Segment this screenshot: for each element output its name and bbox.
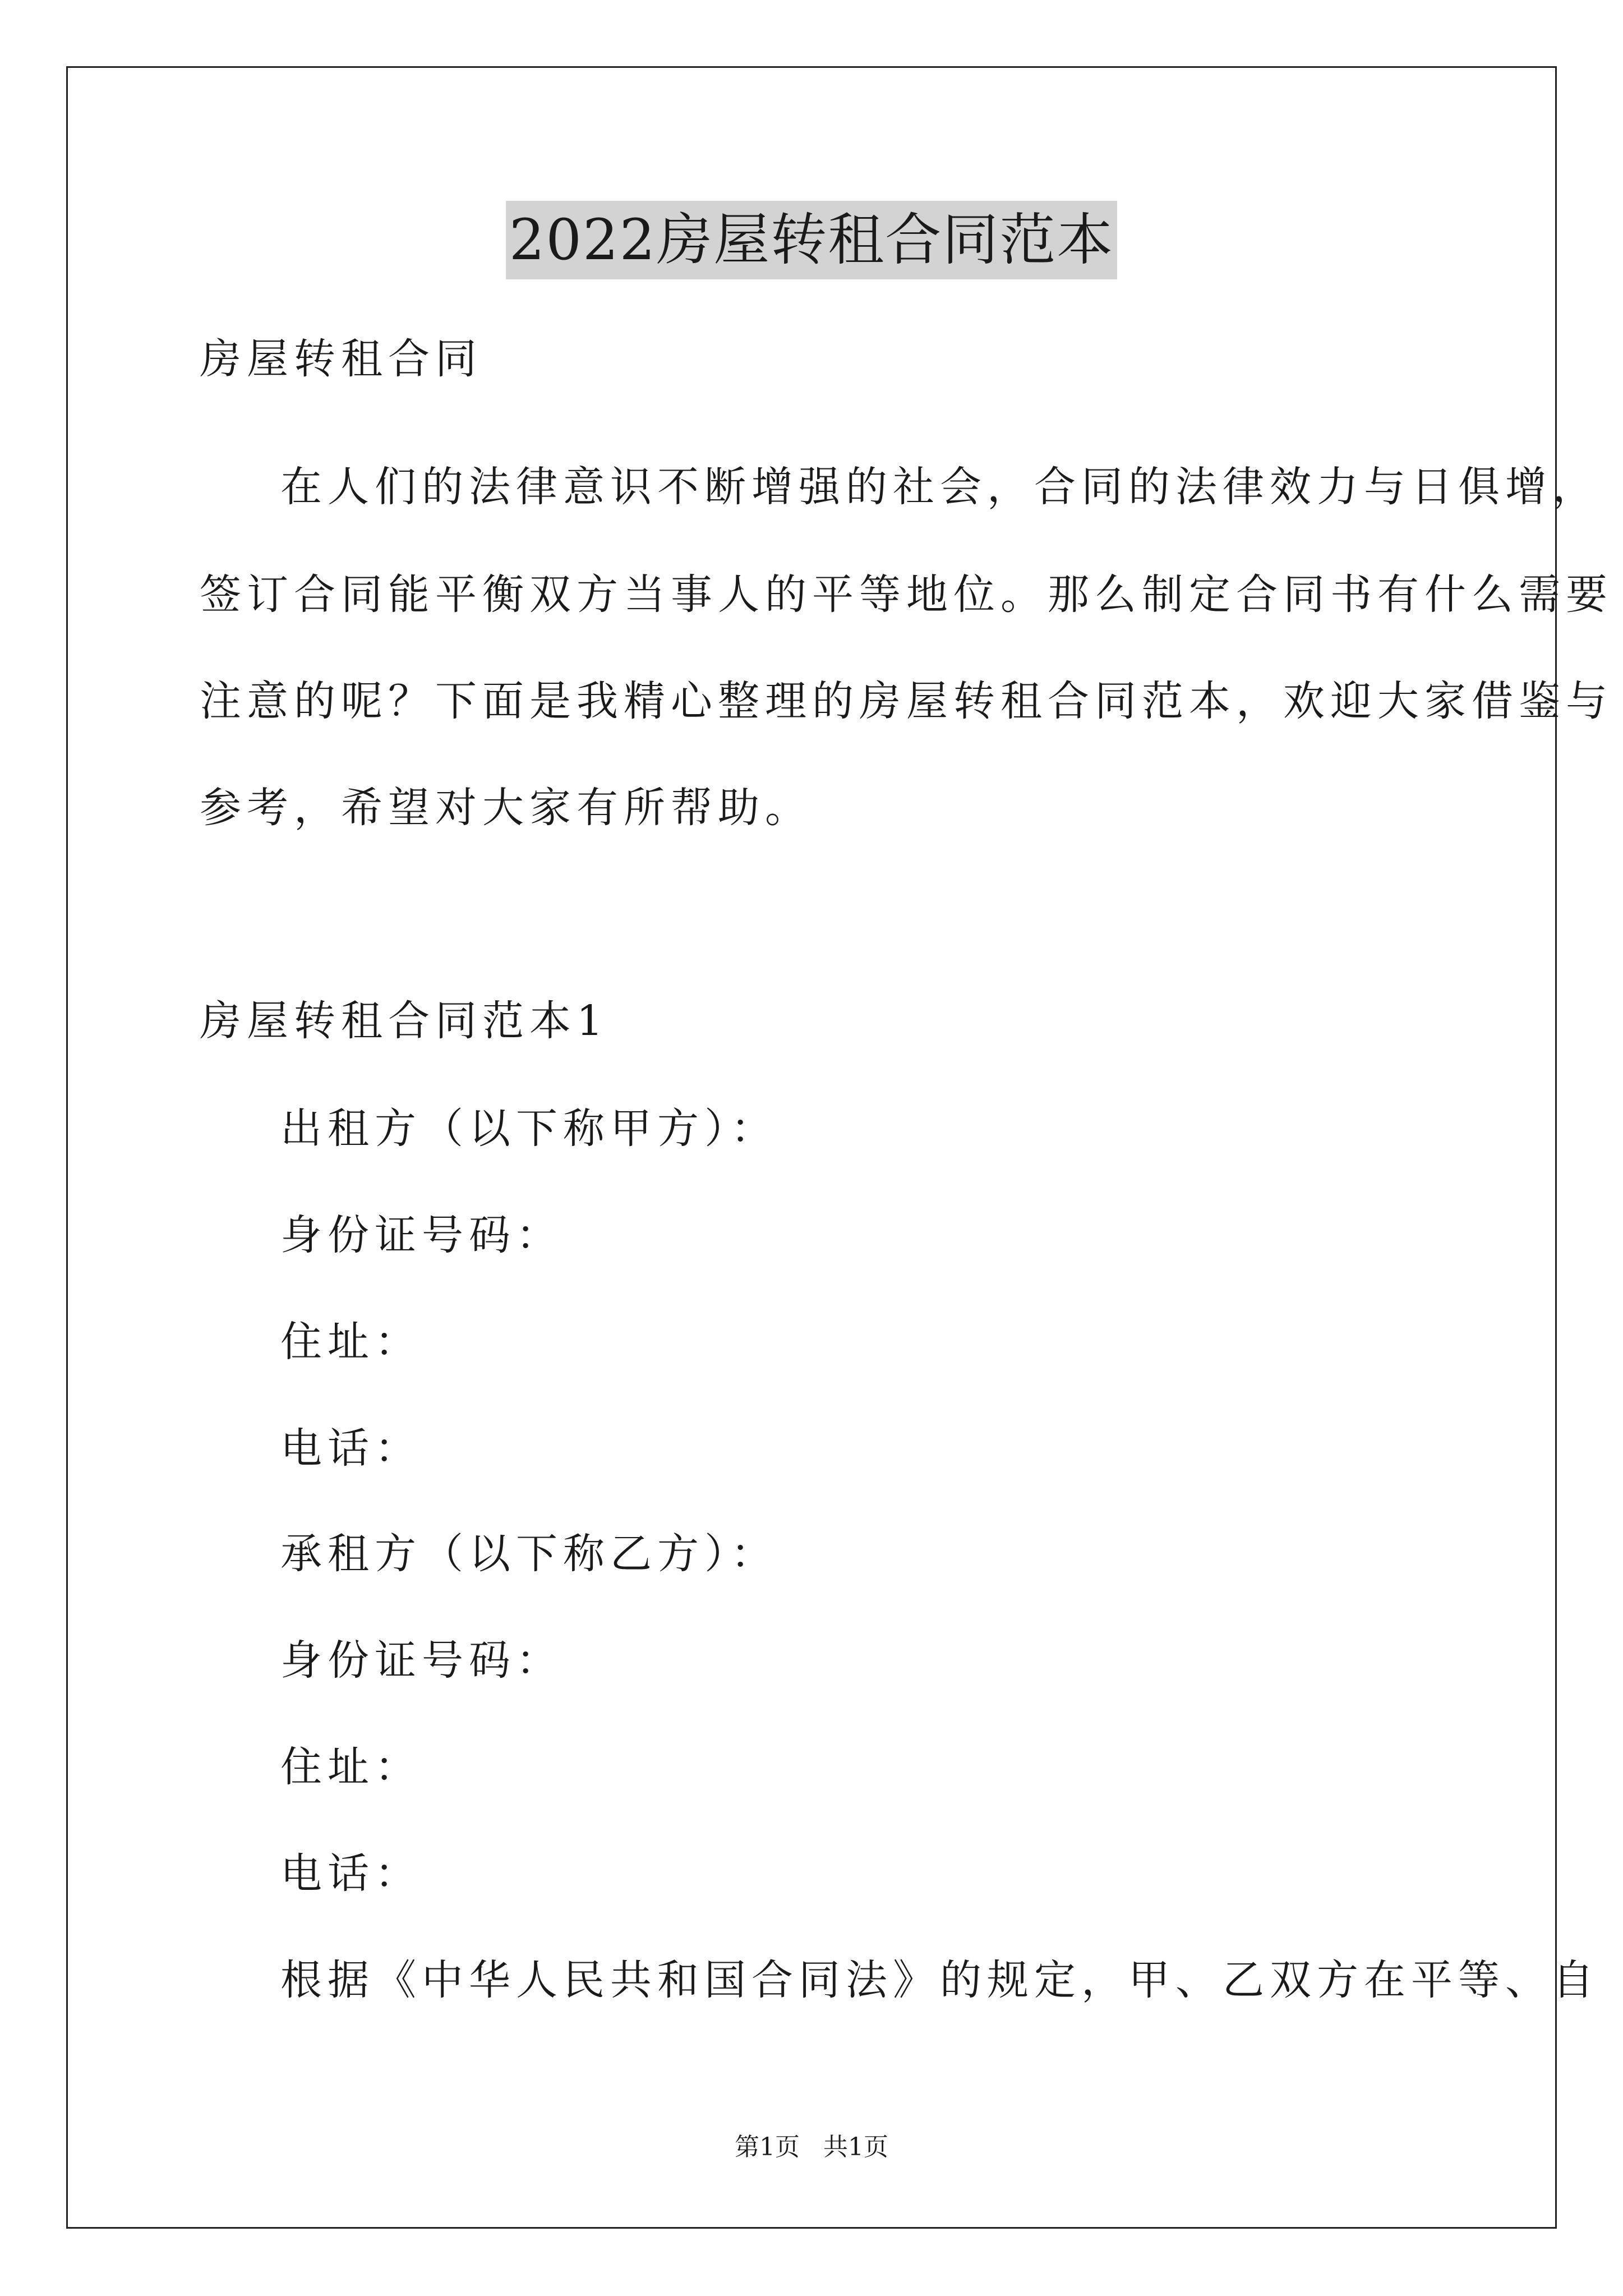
intro-paragraph-line: 注意的呢？下面是我精心整理的房屋转租合同范本，欢迎大家借鉴与 [200, 677, 1613, 725]
page-number-footer: 第1页 共1页 [735, 2133, 888, 2161]
field-lessee-phone: 电话： [280, 1849, 422, 1898]
intro-paragraph-line: 参考，希望对大家有所帮助。 [200, 784, 812, 832]
field-lessor-phone: 电话： [280, 1424, 422, 1473]
contract-heading: 房屋转租合同范本1 [200, 997, 609, 1045]
field-lessee: 承租方（以下称乙方）： [280, 1530, 778, 1578]
field-lessee-id: 身份证号码： [280, 1636, 563, 1685]
field-lessor-address: 住址： [280, 1318, 422, 1366]
intro-paragraph-line: 签订合同能平衡双方当事人的平等地位。那么制定合同书有什么需要 [200, 570, 1613, 619]
body-paragraph-line: 根据《中华人民共和国合同法》的规定，甲、乙双方在平等、自 [280, 1956, 1599, 2004]
intro-paragraph-line: 在人们的法律意识不断增强的社会，合同的法律效力与日俱增， [280, 463, 1599, 511]
section-heading: 房屋转租合同 [200, 335, 482, 383]
field-lessee-address: 住址： [280, 1743, 422, 1791]
document-title: 2022房屋转租合同范本 [506, 201, 1118, 279]
field-lessor: 出租方（以下称甲方）： [280, 1105, 778, 1153]
title-container [0, 201, 1623, 279]
field-lessor-id: 身份证号码： [280, 1211, 563, 1259]
